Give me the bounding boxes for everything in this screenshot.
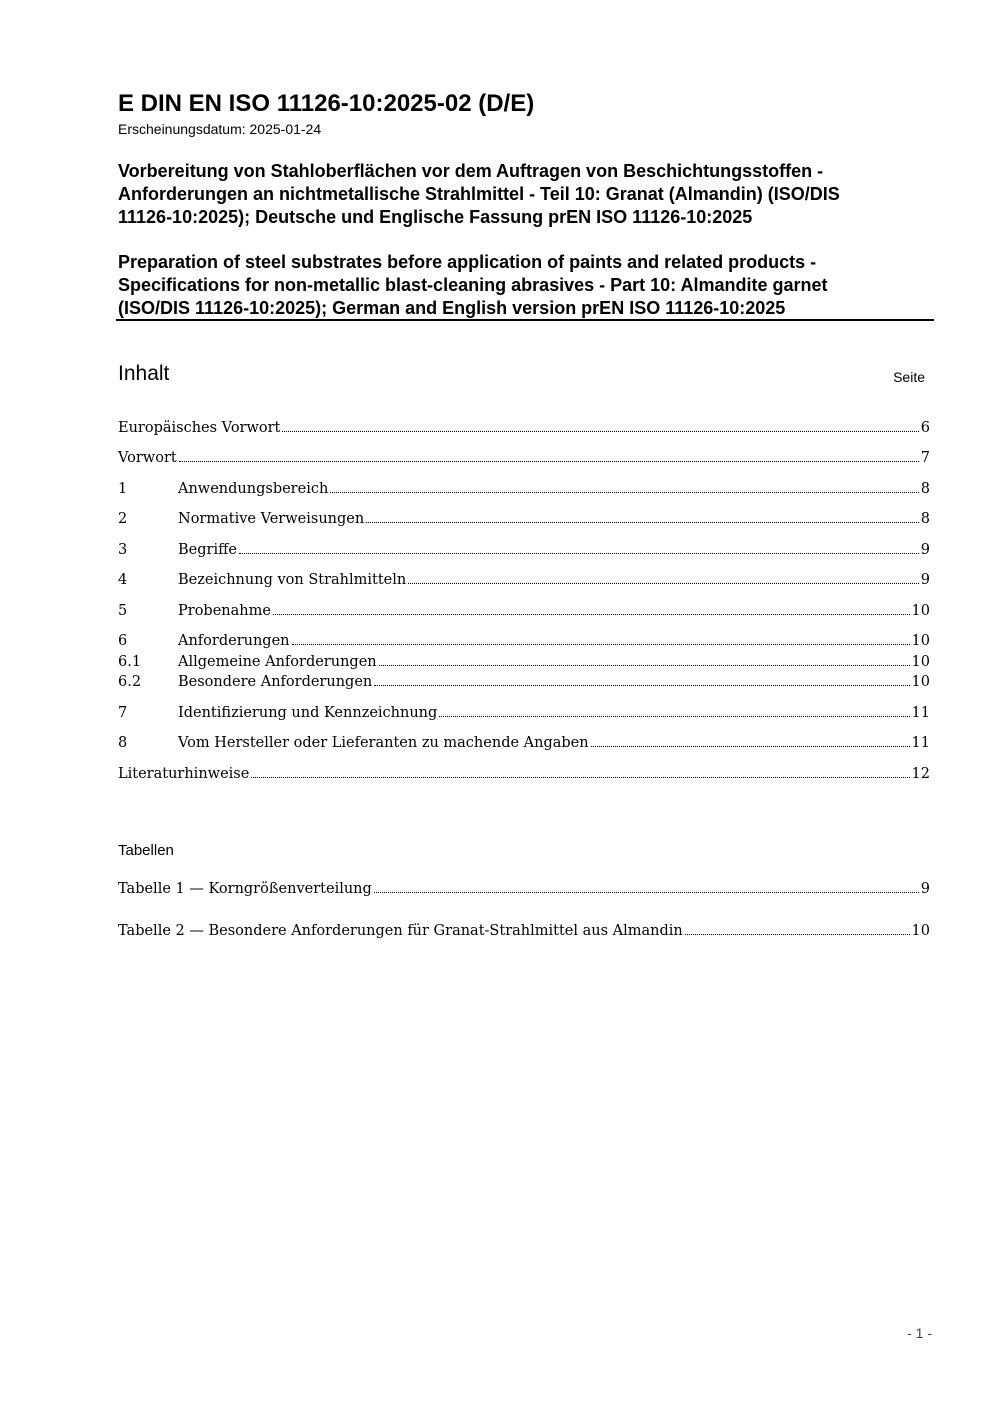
- german-title-line: 11126-10:2025); Deutsche und Englische Fassung prEN ISO 11126-10:2025: [118, 207, 753, 227]
- toc-entry-number: 6.2: [118, 674, 142, 690]
- toc-entry-title: Vom Hersteller oder Lieferanten zu machende Angaben: [178, 735, 589, 751]
- tables-heading: Tabellen: [118, 842, 174, 859]
- publication-date: Erscheinungsdatum: 2025-01-24: [118, 121, 322, 137]
- toc-dot-leader: [366, 522, 919, 523]
- toc-dot-leader: [685, 934, 910, 935]
- toc-dot-leader: [374, 685, 909, 686]
- toc-entry-number: 7: [118, 705, 128, 721]
- toc-entry-page: 7: [920, 450, 930, 466]
- german-title: [118, 160, 934, 229]
- page-number: - 1 -: [907, 1325, 932, 1341]
- toc-entry-title: Europäisches Vorwort: [118, 420, 281, 436]
- toc-entry-page: 12: [911, 766, 930, 782]
- toc-heading: Inhalt: [118, 362, 170, 385]
- toc-entry-title: Tabelle 2 — Besondere Anforderungen für Granat-Strahlmittel aus Almandin: [118, 923, 683, 939]
- toc-dot-leader: [439, 716, 909, 717]
- toc-entry-bezeichnung[interactable]: [118, 568, 930, 588]
- toc-entry-number: 5: [118, 603, 128, 619]
- english-title-line: Specifications for non-metallic blast-cleaning abrasives - Part 10: Almandite garnet: [118, 275, 828, 295]
- toc-entry-anwendungsbereich[interactable]: [118, 477, 930, 497]
- toc-entry-page: 10: [911, 603, 930, 619]
- toc-dot-leader: [408, 583, 919, 584]
- english-title: [118, 251, 934, 320]
- toc-entry-title: Allgemeine Anforderungen: [178, 654, 377, 670]
- toc-dot-leader: [292, 644, 910, 645]
- toc-entry-page: 11: [911, 705, 930, 721]
- toc-entry-page: 10: [911, 674, 930, 690]
- toc-entry-title: Probenahme: [178, 603, 271, 619]
- document-id: E DIN EN ISO 11126-10:2025-02 (D/E): [118, 90, 535, 117]
- toc-dot-leader: [282, 431, 918, 432]
- toc-entry-title: Besondere Anforderungen: [178, 674, 373, 690]
- toc-entry-vorwort[interactable]: [118, 446, 930, 466]
- toc-dot-leader: [379, 665, 910, 666]
- toc-entry-normative-verweisungen[interactable]: [118, 507, 930, 527]
- toc-entry-page: 6: [920, 420, 930, 436]
- toc-entry-allgemeine-anforderungen[interactable]: [118, 650, 930, 670]
- toc-entry-literaturhinweise[interactable]: [118, 762, 930, 782]
- english-title-line: Preparation of steel substrates before application of paints and related products -: [118, 252, 817, 272]
- english-title-line: (ISO/DIS 11126-10:2025); German and English version prEN ISO 11126-10:2025: [118, 298, 786, 318]
- toc-entry-besondere-anforderungen[interactable]: [118, 670, 930, 690]
- toc-entry-page: 10: [911, 923, 930, 939]
- toc-dot-leader: [374, 892, 919, 893]
- toc-dot-leader: [330, 492, 918, 493]
- toc-entry-probenahme[interactable]: [118, 599, 930, 619]
- toc-entry-tabelle-1[interactable]: [118, 877, 930, 897]
- toc-entry-page: 10: [911, 633, 930, 649]
- toc-dot-leader: [591, 746, 910, 747]
- toc-entry-title: Tabelle 1 — Korngrößenverteilung: [118, 881, 372, 897]
- toc-entry-title: Anforderungen: [178, 633, 290, 649]
- toc-entry-begriffe[interactable]: [118, 538, 930, 558]
- toc-dot-leader: [273, 614, 910, 615]
- toc-entry-europaeisches-vorwort[interactable]: [118, 416, 930, 436]
- toc-dot-leader: [251, 777, 909, 778]
- toc-entry-identifizierung[interactable]: [118, 701, 930, 721]
- toc-entry-angaben[interactable]: [118, 731, 930, 751]
- german-title-line: Vorbereitung von Stahloberflächen vor dem Auftragen von Beschichtungsstoffen -: [118, 161, 824, 181]
- toc-entry-page: 8: [920, 511, 930, 527]
- toc-page-label: Seite: [893, 369, 925, 385]
- toc-entry-title: Anwendungsbereich: [178, 481, 329, 497]
- toc-entry-title: Bezeichnung von Strahlmitteln: [178, 572, 407, 588]
- german-title-line: Anforderungen an nichtmetallische Strahlmittel - Teil 10: Granat (Almandin) (ISO/DIS: [118, 184, 840, 204]
- toc-entry-number: 6: [118, 633, 128, 649]
- toc-entry-page: 9: [920, 572, 930, 588]
- toc-entry-page: 9: [920, 542, 930, 558]
- toc-entry-number: 1: [118, 481, 128, 497]
- toc-entry-title: Vorwort: [118, 450, 177, 466]
- toc-entry-number: 6.1: [118, 654, 142, 670]
- toc-entry-page: 8: [920, 481, 930, 497]
- toc-dot-leader: [239, 553, 919, 554]
- toc-entry-page: 10: [911, 654, 930, 670]
- title-divider: [116, 319, 934, 321]
- toc-entry-title: Normative Verweisungen: [178, 511, 365, 527]
- toc-entry-tabelle-2[interactable]: [118, 919, 930, 939]
- toc-entry-page: 11: [911, 735, 930, 751]
- toc-entry-title: Begriffe: [178, 542, 237, 558]
- toc-entry-number: 3: [118, 542, 128, 558]
- toc-entry-anforderungen[interactable]: [118, 629, 930, 649]
- toc-entry-page: 9: [920, 881, 930, 897]
- toc-entry-title: Identifizierung und Kennzeichnung: [178, 705, 438, 721]
- toc-entry-number: 2: [118, 511, 128, 527]
- toc-entry-title: Literaturhinweise: [118, 766, 250, 782]
- toc-entry-number: 8: [118, 735, 128, 751]
- toc-entry-number: 4: [118, 572, 128, 588]
- toc-dot-leader: [179, 461, 919, 462]
